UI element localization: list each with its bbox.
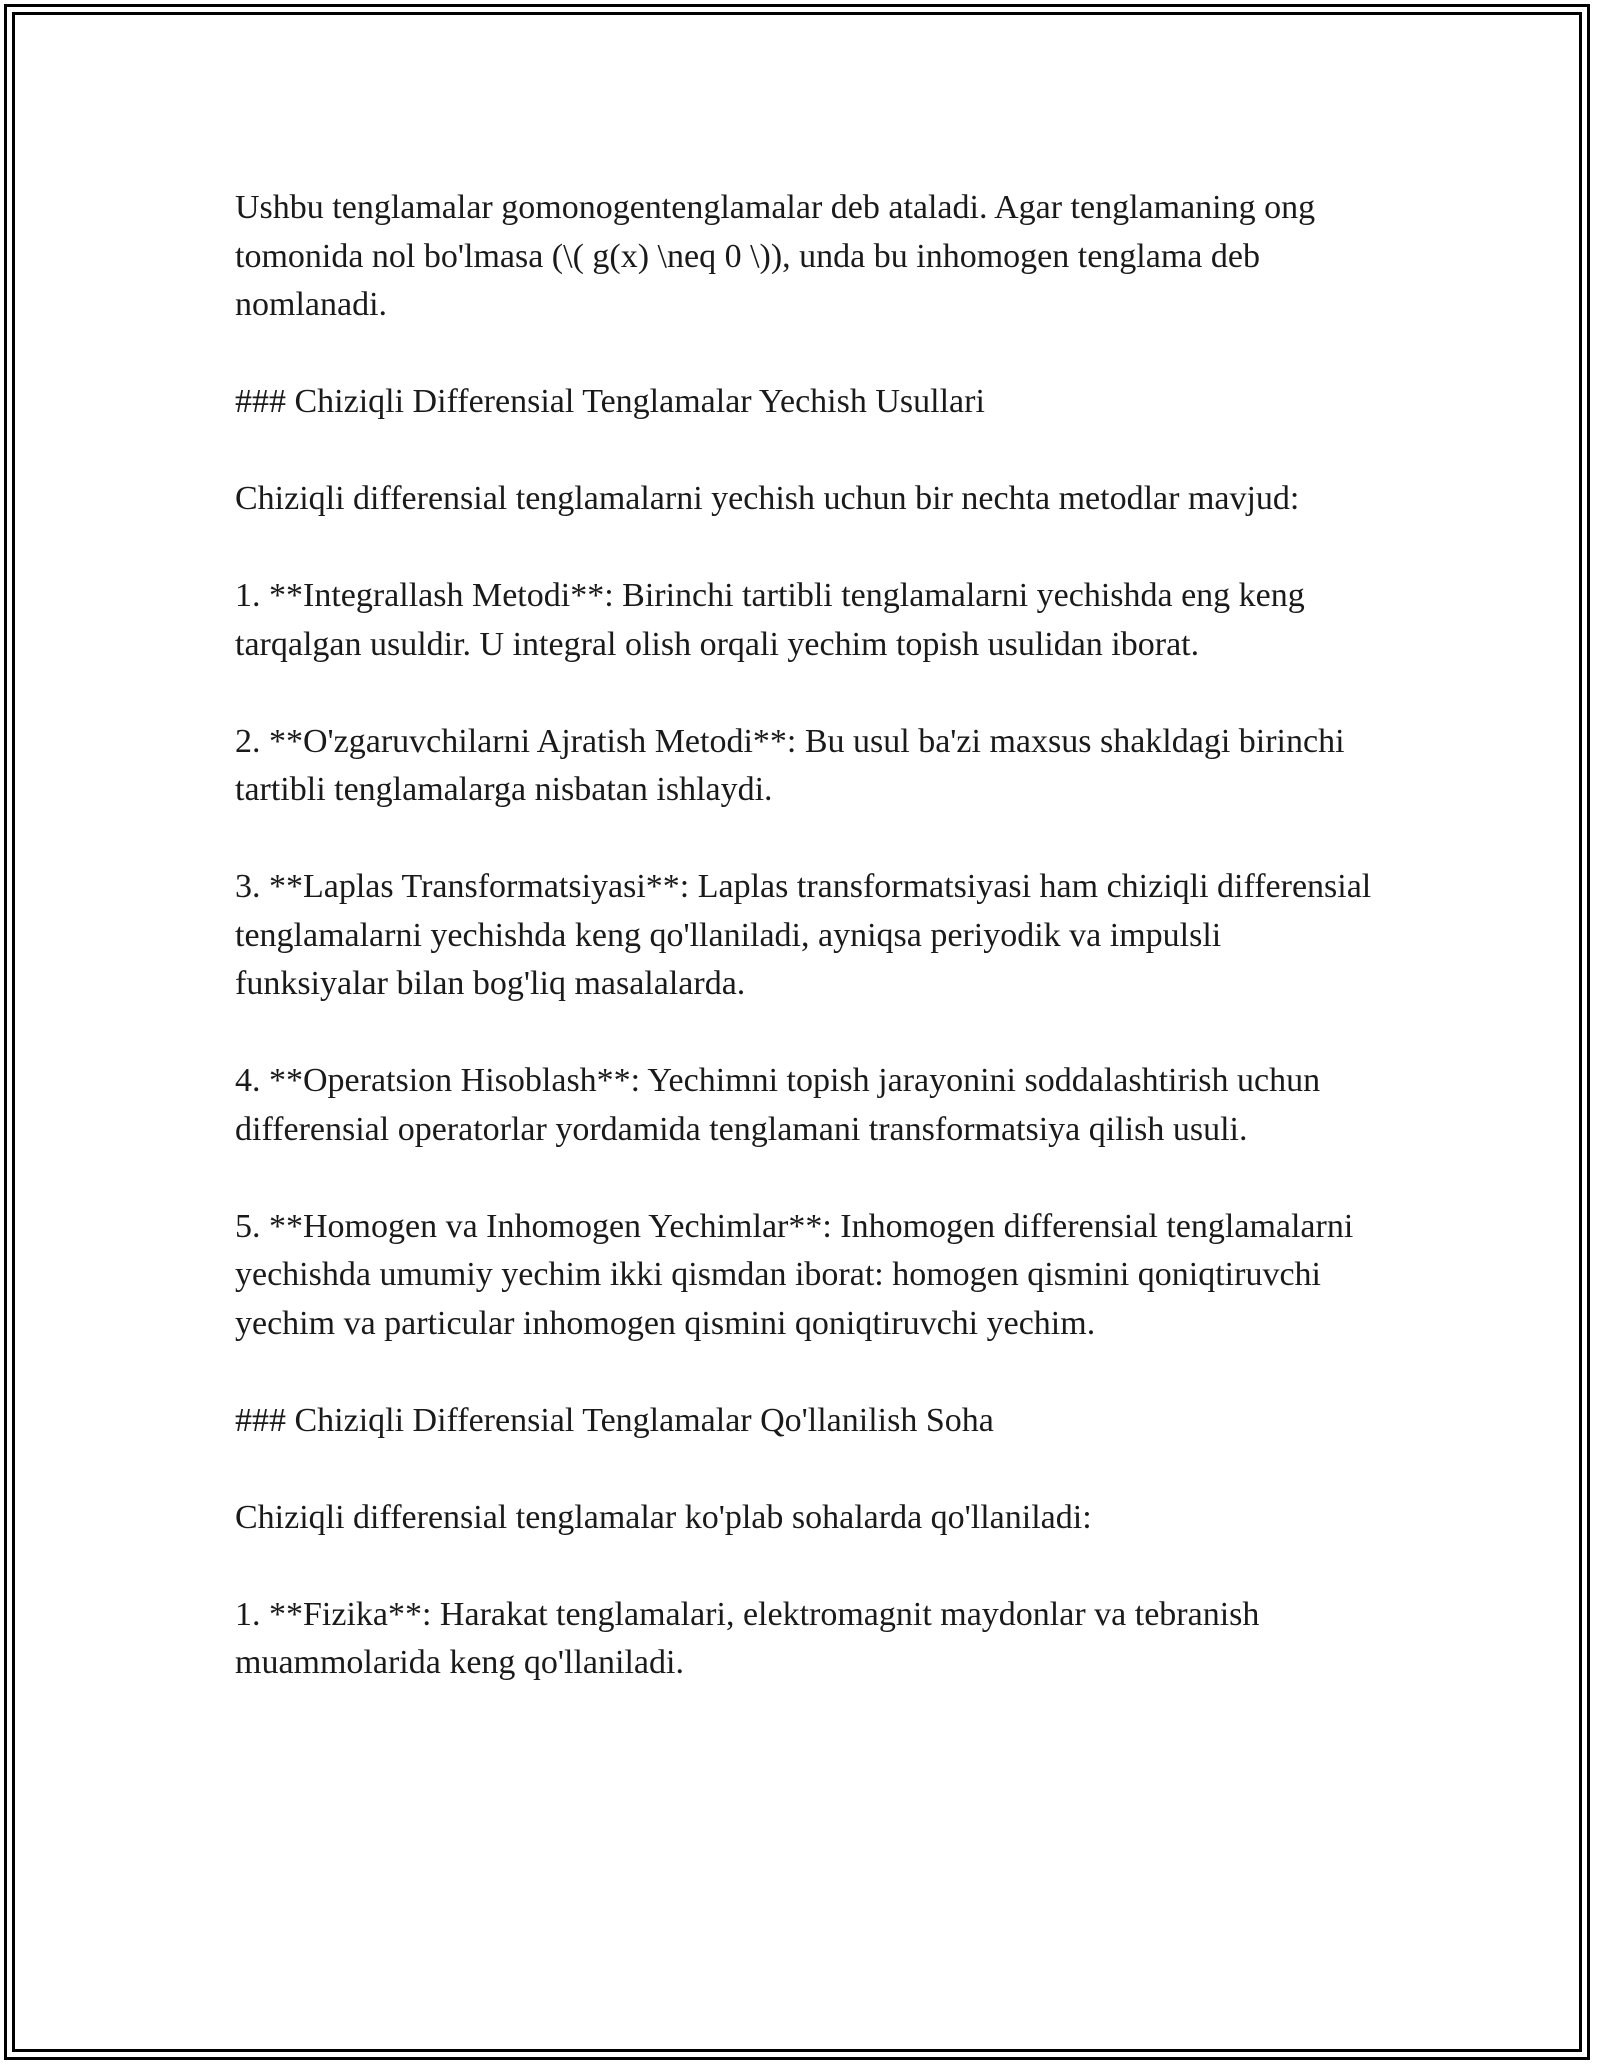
paragraph-homogeneous-definition: Ushbu tenglamalar gomonogentenglamalar deb ataladi. Agar tenglamaning ong tomonida nol bo'lmasa (\( g(x) \neq 0 \)), unda bu inhomogen tenglama deb nomlanadi. <box>235 189 1316 323</box>
heading-solution-methods: ### Chiziqli Differensial Tenglamalar Yechish Usullari <box>235 383 985 420</box>
paragraph-methods-intro: Chiziqli differensial tenglamalarni yechish uchun bir nechta metodlar mavjud: <box>235 480 1300 517</box>
list-item-separation-of-variables: 2. **O'zgaruvchilarni Ajratish Metodi**: Bu usul ba'zi maxsus shakldagi birinchi tartibli tenglamalarga nisbatan ishlaydi. <box>235 722 1345 808</box>
paragraph-applications-intro: Chiziqli differensial tenglamalar ko'plab sohalarda qo'llaniladi: <box>235 1498 1092 1536</box>
list-item-integration-method: 1. **Integrallash Metodi**: Birinchi tartibli tenglamalarni yechishda eng keng tarqalgan usuldir. U integral olish orqali yechim topish usulidan iborat. <box>235 577 1305 663</box>
list-item-physics: 1. **Fizika**: Harakat tenglamalari, elektromagnit maydonlar va tebranish muammolarida keng qo'llaniladi. <box>235 1595 1260 1681</box>
heading-application-areas: ### Chiziqli Differensial Tenglamalar Qo'llanilish Soha <box>235 1401 994 1439</box>
list-item-operational-calculus: 4. **Operatsion Hisoblash**: Yechimni topish jarayonini soddalashtirish uchun differensial operatorlar yordamida tenglamani transformatsiya qilish usuli. <box>235 1062 1321 1148</box>
list-item-laplace-transform: 3. **Laplas Transformatsiyasi**: Laplas transformatsiyasi ham chiziqli differensial tenglamalarni yechishda keng qo'llaniladi, ayniqsa periyodik va impulsli funksiyalar bilan bog'liq masalalarda. <box>235 868 1372 1002</box>
document-body <box>235 184 1375 1688</box>
list-item-homogeneous-inhomogeneous: 5. **Homogen va Inhomogen Yechimlar**: Inhomogen differensial tenglamalarni yechishda umumiy yechim ikki qismdan iborat: homogen qismini qoniqtiruvchi yechim va particular inhomogen qismini qoniqtiruvchi yechim. <box>235 1207 1354 1342</box>
